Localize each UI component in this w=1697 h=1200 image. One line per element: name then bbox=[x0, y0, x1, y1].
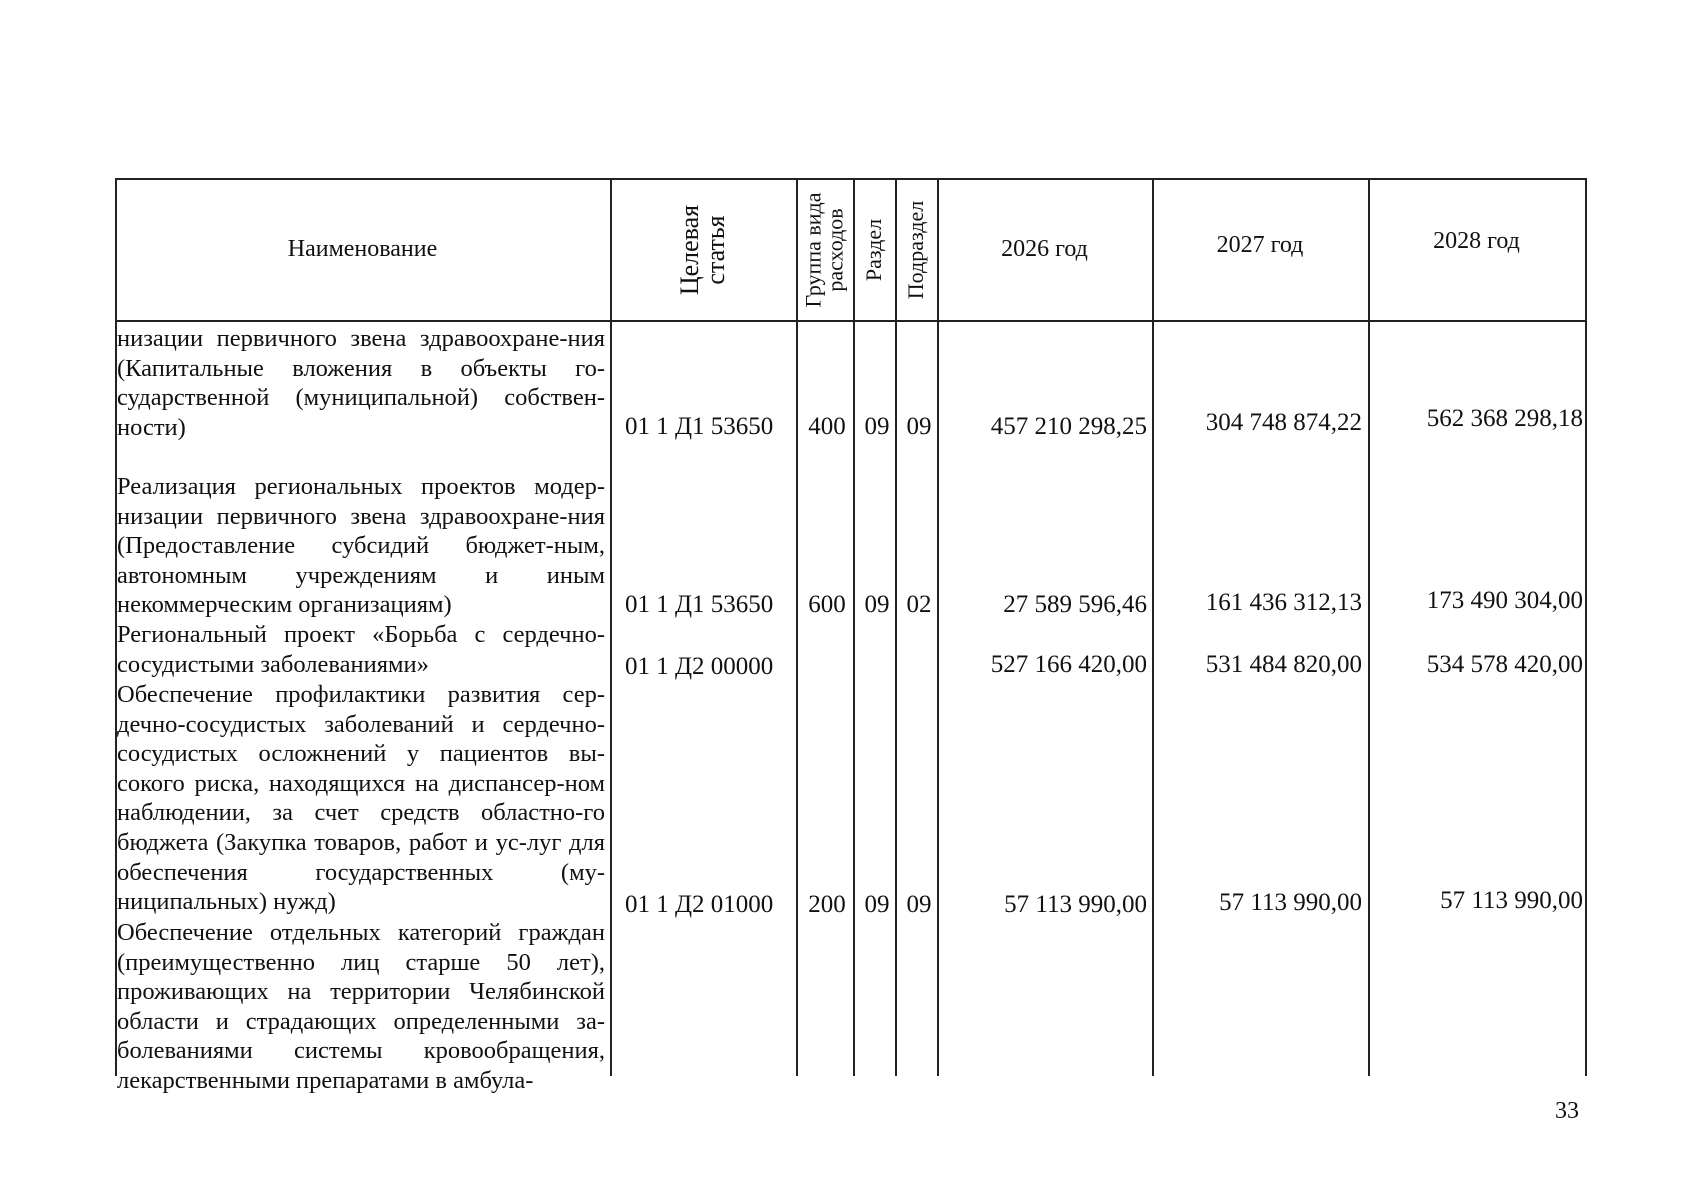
header-2026-label: 2026 год bbox=[1001, 236, 1088, 263]
row-subsection: 02 bbox=[906, 591, 932, 618]
row-2026: 27 589 596,46 bbox=[1003, 591, 1147, 618]
row-2027: 161 436 312,13 bbox=[1205, 589, 1362, 616]
header-2026 bbox=[937, 178, 1152, 322]
row-2026: 457 210 298,25 bbox=[990, 413, 1147, 440]
header-section bbox=[853, 178, 895, 322]
row-group: 200 bbox=[808, 891, 846, 918]
row-code: 01 1 Д1 53650 bbox=[625, 413, 774, 440]
row-2028: 534 578 420,00 bbox=[1426, 651, 1583, 678]
row-2027: 531 484 820,00 bbox=[1205, 651, 1362, 678]
header-code-line1: Целевая bbox=[674, 204, 704, 296]
header-code bbox=[610, 178, 796, 322]
row-subsection: 09 bbox=[906, 413, 932, 440]
row-name: Обеспечение отдельных категорий граждан (преимущественно лиц старше 50 лет), проживающих на территории Челябинской области и страдающих определенными за-болеваниями системы кровообращения, лекарственными препаратами в амбула- bbox=[117, 919, 605, 1094]
row-2028: 562 368 298,18 bbox=[1426, 405, 1583, 432]
row-name: низации первичного звена здравоохране-ния (Капитальные вложения в объекты го-сударственной (муниципальной) собствен-ности) bbox=[117, 325, 605, 441]
page-number: 33 bbox=[1555, 1098, 1579, 1124]
budget-table bbox=[115, 178, 1587, 1094]
header-subsection bbox=[895, 178, 937, 322]
row-group: 400 bbox=[808, 413, 846, 440]
row-2026: 57 113 990,00 bbox=[1004, 891, 1147, 918]
row-section: 09 bbox=[864, 591, 890, 618]
row-2028: 173 490 304,00 bbox=[1426, 587, 1583, 614]
row-2027: 304 748 874,22 bbox=[1205, 409, 1362, 436]
header-2027-label: 2027 год bbox=[1216, 232, 1304, 259]
row-name: Реализация региональных проектов модер-низации первичного звена здравоохране-ния (Предоставление субсидий бюджет-ным, автономным учреждениям и иным некоммерческим организациям) bbox=[117, 473, 605, 619]
col-divider bbox=[1585, 178, 1587, 1076]
header-name bbox=[115, 178, 610, 322]
row-2027: 57 113 990,00 bbox=[1219, 889, 1362, 916]
header-group-line1: Группа вида bbox=[800, 192, 826, 308]
row-name: Региональный проект «Борьба с сердечно-сосудистыми заболеваниями» bbox=[117, 621, 605, 678]
row-code: 01 1 Д1 53650 bbox=[625, 591, 774, 618]
header-subsection-label: Подраздел bbox=[903, 200, 929, 300]
header-2028 bbox=[1368, 170, 1585, 314]
header-group bbox=[796, 178, 853, 322]
row-section: 09 bbox=[864, 413, 890, 440]
row-section: 09 bbox=[864, 891, 890, 918]
header-section-label: Раздел bbox=[861, 218, 887, 282]
row-2028: 57 113 990,00 bbox=[1440, 887, 1583, 914]
header-2027 bbox=[1152, 174, 1368, 318]
header-group-line2: расходов bbox=[822, 208, 848, 292]
header-name-label: Наименование bbox=[287, 236, 438, 263]
row-code: 01 1 Д2 01000 bbox=[625, 891, 774, 918]
row-2026: 527 166 420,00 bbox=[990, 651, 1147, 678]
row-code: 01 1 Д2 00000 bbox=[625, 653, 774, 680]
row-name: Обеспечение профилактики развития сер-дечно-сосудистых заболеваний и сердечно-сосудистых осложнений у пациентов вы-сокого риска, находящихся на диспансер-ном наблюдении, за счет средств областно-го бюджета (Закупка товаров, работ и ус-луг для обеспечения государственных (му-ниципальных) нужд) bbox=[117, 681, 605, 916]
header-code-line2: статья bbox=[700, 215, 730, 285]
row-subsection: 09 bbox=[906, 891, 932, 918]
row-group: 600 bbox=[808, 591, 846, 618]
header-2028-label: 2028 год bbox=[1433, 228, 1520, 255]
